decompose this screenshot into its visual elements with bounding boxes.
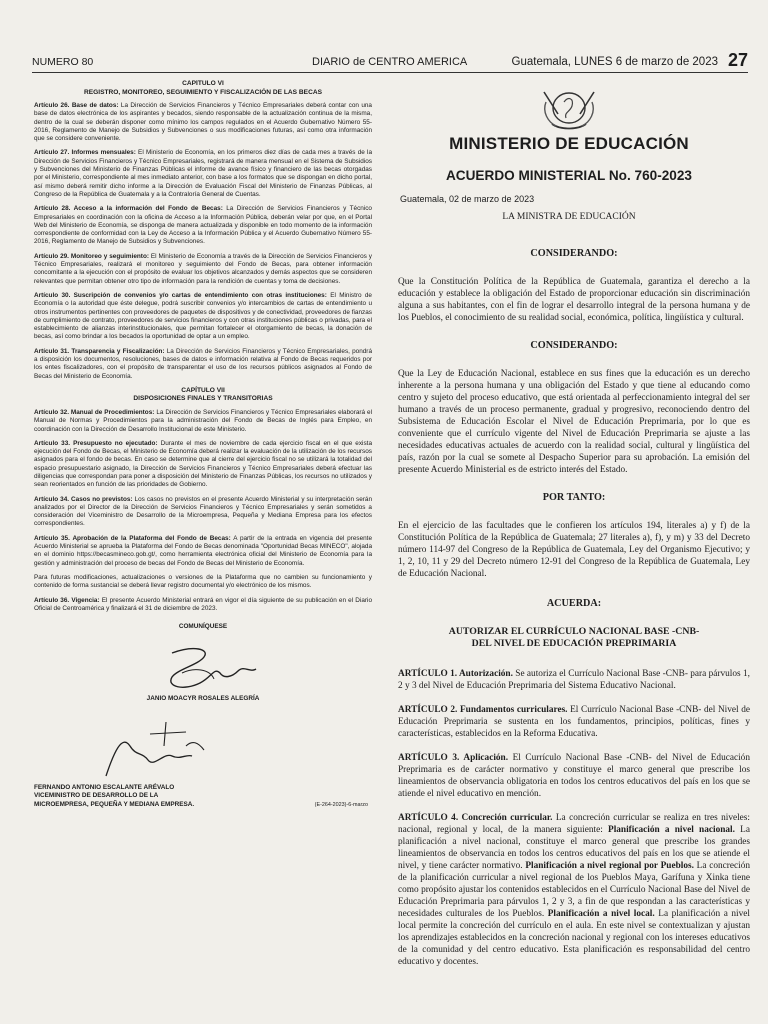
article-30	[34, 292, 372, 342]
considerando-2-text: Que la Ley de Educación Nacional, establece en sus fines que la educación es un derecho inherente a la persona humana y una obligación del Estado y que tiene al educando como centro y sujeto del proceso educativo, que está orientada al perfeccionamiento integral del ser humano a través de un proceso permanente, gradual y progresivo, reconociendo dentro del Subsistema de Educación Escolar el Nivel de Educación Preprimaria, por lo que es conveniente que el currículo vigente del Nivel de Educación Preprimaria se ajuste a las necesidades educativas actuales de acuerdo con la realidad social, cultural y lingüística del país, razón por la cual se somete al Despacho Superior para su aprobación. La emisión del presente Acuerdo Ministerial es de estricto interés del Estado.	[398, 369, 750, 475]
article-32-heading: Artículo 32. Manual de Procedimientos:	[34, 408, 155, 416]
considerando-2-heading: CONSIDERANDO:	[530, 340, 618, 351]
article-34-heading: Artículo 34. Casos no previstos:	[34, 495, 133, 503]
chapter-7-title: CAPÍTULO VII	[181, 386, 225, 394]
masthead	[32, 52, 748, 73]
articulo-4-text-1: La concreción curricular se realiza en tres niveles: nacional, regional y local, de la manera siguiente:	[398, 813, 750, 835]
article-32-text: La Dirección de Servicios Financieros y Técnico Empresariales elaborará el Manual de Normas y Procedimientos para la administración del Fondo de Becas de Inglés para Empleo, en coordinación con la Dirección de Desarrollo Institucional de este Ministerio.	[34, 408, 372, 433]
article-26-text: La Dirección de Servicios Financieros y Técnico Empresariales deberá contar con una base de datos electrónica de los aspirantes y becados, siendo responsable de la actualización continua de la misma, dentro de la cual se deberán disponer como mínimo los campos regulados en el Acuerdo Gubernativo Número 55-2016, Reglamento de Manejo de Subsidios y Subvenciones o sus modificaciones futuras, así como otra información que se considere conveniente.	[34, 102, 372, 143]
signature-2	[34, 712, 372, 784]
comuniquese: COMUNÍQUESE	[178, 623, 228, 631]
article-32	[34, 409, 372, 434]
chapter-6-subtitle: REGISTRO, MONITOREO, SEGUIMIENTO Y FISCALIZACIÓN DE LAS BECAS	[83, 88, 322, 96]
page-number: 27	[727, 50, 748, 70]
article-33-text: Durante el mes de noviembre de cada ejercicio fiscal en el que exista ejecución del Fondo de Becas, el Ministerio de Economía deberá realizar la evaluación de la utilización de los recursos asignados para el fondo de becas. En caso se determine que al cierre del ejercicio fiscal no se utilizará la totalidad del espacio presupuestario asignado, la Dirección de Servicios Financieros y Técnico Empresariales deberá efectuar las diligencias que correspondan para poner a disposición del Ministerio de Finanzas Públicas, los recursos no utilizados y sean reorientados en función de las prioridades de Gobierno.	[34, 439, 372, 489]
article-26	[34, 102, 372, 143]
article-26-heading: Artículo 26. Base de datos:	[34, 102, 119, 109]
signer-2-name: FERNANDO ANTONIO ESCALANTE ARÉVALO	[34, 783, 175, 791]
articulo-3-heading: ARTÍCULO 3. Aplicación.	[398, 753, 509, 763]
por-tanto-text: En el ejercicio de las facultades que le confieren los artículos 194, literales a) y f) de la Constitución Política de la República de Guatemala; 27 literales a), f), y m) y 33 del Decreto número 114-97 del Congreso de la República de Guatemala, Ley del Organismo Ejecutivo; y 1, 2, 10, 11 y 29 del Decreto número 12-91 del Congreso de la República de Guatemala, Ley de Educación Nacional.	[398, 521, 750, 579]
articulo-4-bold-1: Planificación a nivel nacional.	[608, 825, 735, 835]
article-30-text: El Ministro de Economía o la autoridad que éste delegue, podrá suscribir convenios y/o intercambios de cartas de entendimiento u otros instrumentos pertinentes con proveedores de paquetes de dispositivos y de conectividad, proveedores de fianzas de cumplimiento de contrato, proveedores de servicios financieros y con otras instituciones públicas o privadas, para el establecimiento de alianzas interinstitucionales, que permitan fortalecer el otorgamiento de becas, la donación de becas, así como brindar a los becados la oportunidad de optar a un empleo.	[34, 291, 372, 341]
articulo-2	[398, 704, 750, 740]
articulo-3-text: El Currículo Nacional Base -CNB- del Nivel de Educación Preprimaria es de carácter normativo y constituye el marco general que prescribe los lineamientos de observancia obligatoria en todos los centros educativos del país en los que se atiende el nivel educativo en mención.	[398, 753, 750, 799]
articulo-2-heading: ARTÍCULO 2. Fundamentos curriculares.	[398, 705, 568, 715]
article-27-heading: Artículo 27. Informes mensuales:	[34, 149, 136, 157]
acuerdo-body	[398, 248, 750, 968]
article-28-text: La Dirección de Servicios Financieros y Técnico Empresariales en coordinación con la oficina de Acceso a la Información Pública, deberán velar por que, en el Portal Web del Ministerio de Economía, se disponga de manera actualizada y disponible en todo momento de la información correspondiente de conformidad con la Ley de Acceso a la Información Pública y el Acuerdo Gubernativo Número 55-2016, Reglamento de Manejo de Subsidios y Subvenciones.	[34, 205, 372, 246]
articulo-1-heading: ARTÍCULO 1. Autorización.	[398, 669, 513, 679]
article-30-heading: Artículo 30. Suscripción de convenios y/o cartas de entendimiento con otras instituciones:	[34, 291, 327, 299]
articulo-4-heading: ARTÍCULO 4. Concreción curricular.	[398, 813, 553, 823]
newspaper-name: DIARIO de CENTRO AMERICA	[312, 56, 468, 68]
signature-2-scribble-icon	[94, 712, 234, 784]
article-29-heading: Artículo 29. Monitoreo y seguimiento:	[34, 252, 149, 260]
article-35-heading: Artículo 35. Aprobación de la Plataforma del Fondo de Becas:	[34, 534, 231, 542]
article-29-text: El Ministerio de Economía a través de la Dirección de Servicios Financieros y Técnico Empresariales, realizará el monitoreo y seguimiento del Fondo de Becas, para obtener información concomitante a la ejecución con el propósito de evaluar los objetivos alcanzados y demás aspectos que se consideren relevantes que permitan obtener otro tipo de información para la rendición de cuentas y toma de decisiones.	[34, 252, 372, 285]
issuer: LA MINISTRA DE EDUCACIÓN	[502, 212, 636, 222]
acuerdo-title: ACUERDO MINISTERIAL No. 760-2023	[445, 168, 692, 183]
ministry-title: MINISTERIO DE EDUCACIÓN	[449, 134, 689, 153]
article-28-heading: Artículo 28. Acceso a la información del Fondo de Becas:	[34, 205, 223, 213]
article-35-extra: Para futuras modificaciones, actualizaciones o versiones de la Plataforma que no cambien su funcionamiento y contenido de forma sustancial se deberá llevar registro documental y/o electrónico de los mismos.	[34, 573, 372, 590]
signature-1-scribble-icon	[154, 643, 264, 695]
considerando-1-text: Que la Constitución Política de la República de Guatemala, garantiza el derecho a la educación y establece la obligación del Estado de proporcionar educación sin discriminación alguna a sus habitantes, con el fin de lograr el desarrollo integral de la persona humana y de los Pueblos, el conocimiento de su realidad social, económica, política, lingüística y cultural.	[398, 277, 750, 323]
coat-of-arms-icon	[538, 84, 600, 130]
acuerdo-date: Guatemala, 02 de marzo de 2023	[400, 194, 535, 204]
chapter-7-subtitle: DISPOSICIONES FINALES Y TRANSITORIAS	[133, 395, 273, 403]
signer-2	[34, 784, 254, 810]
signer-2-title-line1: VICEMINISTRO DE DESARROLLO DE LA	[34, 792, 159, 800]
article-31	[34, 348, 372, 381]
considerando-1-heading: CONSIDERANDO:	[530, 248, 618, 259]
left-column	[34, 80, 372, 1015]
chapter-6-title: CAPÍTULO VI	[182, 80, 224, 87]
articulo-1-text: Se autoriza el Currículo Nacional Base -CNB- para párvulos 1, 2 y 3 del Nivel de Educación Preprimaria del Sistema Educativo Nacional.	[398, 669, 750, 691]
articulo-3	[398, 752, 750, 800]
signer-1-name: JANIO MOACYR ROSALES ALEGRÍA	[146, 695, 260, 703]
article-33	[34, 440, 372, 490]
article-36-text: El presente Acuerdo Ministerial entrará en vigor el día siguiente de su publicación en el Diario Oficial de Centroamérica y finalizará el 31 de diciembre de 2023.	[34, 596, 372, 612]
article-35	[34, 535, 372, 568]
document-reference: (E-264-2023)-6-marzo	[314, 802, 368, 809]
articulo-4-text-2: La planificación a nivel nacional, constituye el marco general que prescribe los grandes lineamientos de observancia en todos los centros educativos del país en los que se atiende el nivel, y tiene carácter normativo.	[398, 825, 750, 871]
signature-1	[34, 643, 372, 695]
article-29	[34, 253, 372, 286]
autorizar-line-2: DEL NIVEL DE EDUCACIÓN PREPRIMARIA	[471, 638, 677, 649]
article-27-text: El Ministerio de Economía, en los primeros diez días de cada mes a través de la Dirección de Servicios Financieros y Técnico Empresariales, registrará de manera mensual en el Sistema de Subsidios y Subvenciones del Ministerio de Finanzas Públicas el informe de avance físico y financiero de las becas otorgadas por el Ministerio, correspondiente al mes inmediato anterior, con base a los formatos que se dispongan en dicho portal, así mismo deberá remitir dicho informe a la Dirección de Evaluación Fiscal del Ministerio de Finanzas Públicas, al Congreso de la República de Guatemala y a la Contraloría General de Cuentas.	[34, 149, 372, 198]
articulo-4-text-4: La planificación a nivel local permite la concreción del currículo en el aula. En este nivel se contextualizan y ajustan los aprendizajes establecidos en la concreción nacional y regional con los intereses educativos de la comunidad y del centro educativo. Esta planificación es responsabilidad del centro educativo y docentes.	[398, 909, 750, 967]
signer-2-block	[34, 784, 372, 810]
article-36	[34, 597, 372, 614]
article-36-heading: Artículo 36. Vigencia:	[34, 596, 100, 604]
articulo-4	[398, 812, 750, 968]
article-34-text: Los casos no previstos en el presente Acuerdo Ministerial y su interpretación serán analizados por el Director de la Dirección de Servicios Financieros y Técnico Empresariales y serán sometidos a consideración del Viceministro de Desarrollo de la Microempresa, Pequeña y Mediana Empresa para los efectos correspondientes.	[34, 495, 372, 528]
articulo-4-text-3: La concreción de la planificación curricular a nivel regional de los Pueblos Maya, Garífuna y Xinka tiene como propósito ajustar los contenidos establecidos en el Currículo Nacional Base del Nivel de Educación Preprimaria para párvulos 1, 2 y 3, a fin de que respondan a las características y necesidades culturales de los Pueblos.	[398, 861, 750, 919]
issue-number: NUMERO 80	[32, 56, 94, 68]
autorizar-line-1: AUTORIZAR EL CURRÍCULO NACIONAL BASE -CNB-	[448, 626, 700, 637]
articulo-4-bold-3: Planificación a nivel local.	[547, 909, 655, 919]
articulo-2-text: El Currículo Nacional Base -CNB- del Nivel de Educación Preprimaria se sustenta en los fundamentos, principios, políticas, fines y características, establecidos en la Reforma Educativa.	[398, 705, 750, 739]
acuerda-heading: ACUERDA:	[546, 598, 602, 609]
right-column	[386, 78, 752, 1018]
article-35-text: A partir de la entrada en vigencia del presente Acuerdo Ministerial se aprueba la Plataforma del Fondo de Becas denominada "Oportunidad Becas MINECO", alojada en el dominio https://becasmineco.gob.gt/, como herramienta electrónica oficial del Ministerio de Economía para la gestión y administración del proceso de becas del Fondo de Becas del Ministerio de Economía.	[34, 534, 372, 567]
article-27	[34, 149, 372, 199]
articulo-4-bold-2: Planificación a nivel regional por Pueblos.	[525, 861, 694, 871]
article-31-text: La Dirección de Servicios Financieros y Técnico Empresariales, pondrá a disposición los documentos, resoluciones, bases de datos e información relativa al Fondo de Becas requeridos por los entes fiscalizadores, con el propósito de transparentar el uso de los recursos públicos asignados al Fondo de Becas del Ministerio de Economía.	[34, 347, 372, 380]
article-34	[34, 496, 372, 529]
articulo-1	[398, 668, 750, 692]
article-33-heading: Artículo 33. Presupuesto no ejecutado:	[34, 439, 158, 447]
article-31-heading: Artículo 31. Transparencia y Fiscalización:	[34, 347, 165, 355]
signer-2-title-line2: MICROEMPRESA, PEQUEÑA Y MEDIANA EMPRESA.	[34, 800, 195, 808]
publication-date: Guatemala, LUNES 6 de marzo de 2023	[511, 56, 718, 68]
article-28	[34, 205, 372, 246]
por-tanto-heading: POR TANTO:	[542, 492, 606, 503]
